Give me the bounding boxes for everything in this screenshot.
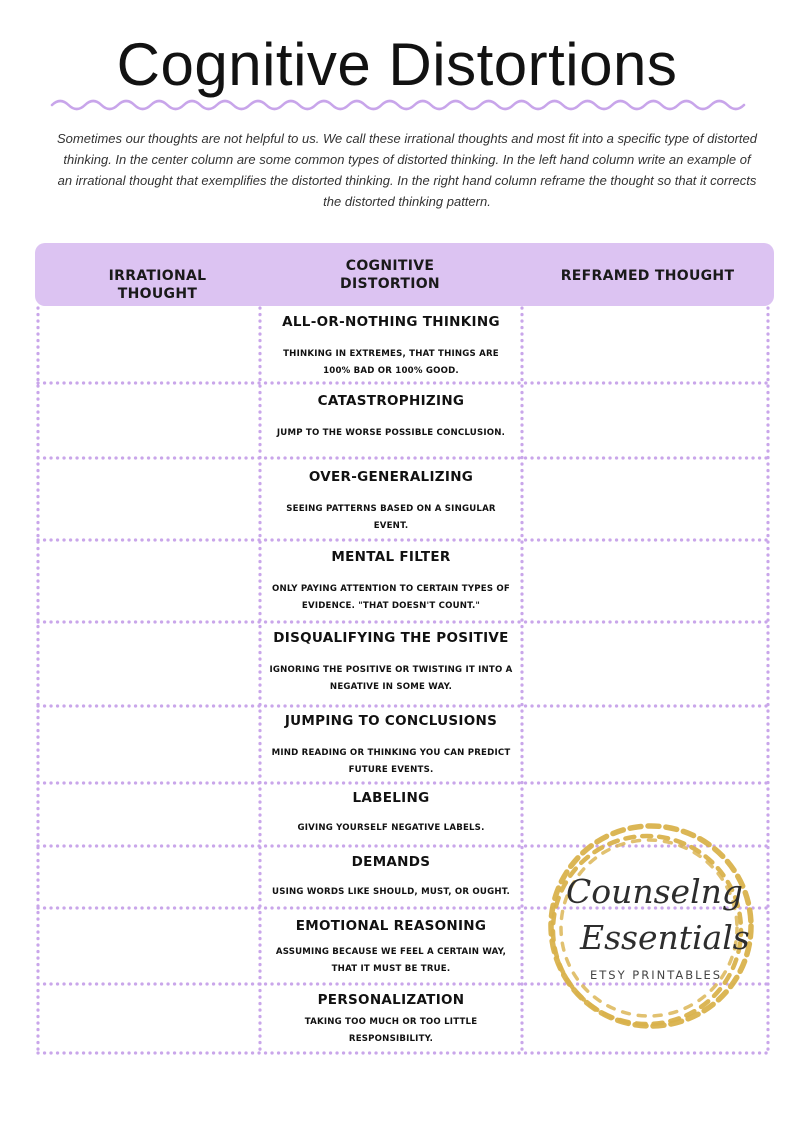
distortion-description: GIVING YOURSELF NEGATIVE LABELS. xyxy=(297,823,485,833)
distortion-name: JUMPING TO CONCLUSIONS xyxy=(284,713,498,729)
distortion-row xyxy=(262,549,520,615)
logo-text-essentials: Essentials xyxy=(580,918,750,957)
distortion-name: EMOTIONAL REASONING xyxy=(295,918,487,934)
distortion-description: USING WORDS LIKE SHOULD, MUST, OR OUGHT. xyxy=(272,887,510,897)
distortion-name: MENTAL FILTER xyxy=(331,549,451,565)
distortion-description: ONLY PAYING ATTENTION TO CERTAIN TYPES OF EVIDENCE. "THAT DOESN'T COUNT." xyxy=(272,584,510,611)
distortion-row xyxy=(262,790,520,837)
distortion-description: IGNORING THE POSITIVE OR TWISTING IT INTO A NEGATIVE IN SOME WAY. xyxy=(269,665,513,692)
distortion-row xyxy=(262,992,520,1048)
intro-paragraph: Sometimes our thoughts are not helpful to us. We call these irrational thoughts and most fit into a specific type of distorted thinking. In the center column are some common types of distorted thinking. In the left hand column write an example of an irrational thought that exemplifies the distorted thinking. In the right hand column reframe the thought so that it corrects the distorted thinking pattern. xyxy=(57,131,757,209)
distortion-name: OVER-GENERALIZING xyxy=(308,469,474,485)
distortion-row xyxy=(262,630,520,696)
logo-text-etsy-printables: ETSY PRINTABLES xyxy=(590,968,723,982)
distortion-name: DEMANDS xyxy=(351,854,431,870)
distortion-name: CATASTROPHIZING xyxy=(317,393,465,409)
distortion-row xyxy=(262,918,520,978)
header-reframed-thought: REFRAMED THOUGHT xyxy=(560,268,735,284)
distortion-description: TAKING TOO MUCH OR TOO LITTLE RESPONSIBILITY. xyxy=(304,1017,478,1044)
distortion-row xyxy=(262,469,520,535)
distortion-name: PERSONALIZATION xyxy=(317,992,465,1008)
distortion-description: THINKING IN EXTREMES, THAT THINGS ARE 100% BAD OR 100% GOOD. xyxy=(283,349,499,376)
header-cognitive-distortion: COGNITIVE DISTORTION xyxy=(340,258,440,292)
distortion-description: JUMP TO THE WORSE POSSIBLE CONCLUSION. xyxy=(276,428,506,438)
distortion-name: DISQUALIFYING THE POSITIVE xyxy=(273,630,509,646)
distortion-name: LABELING xyxy=(352,790,430,806)
distortion-description: ASSUMING BECAUSE WE FEEL A CERTAIN WAY, THAT IT MUST BE TRUE. xyxy=(275,947,507,974)
distortion-description: MIND READING OR THINKING YOU CAN PREDICT FUTURE EVENTS. xyxy=(271,748,511,775)
distortion-row xyxy=(262,713,520,779)
distortion-name: ALL-OR-NOTHING THINKING xyxy=(282,314,500,330)
distortion-description: SEEING PATTERNS BASED ON A SINGULAR EVENT. xyxy=(286,504,496,531)
distortion-row xyxy=(262,393,520,442)
page-title: Cognitive Distortions xyxy=(116,31,678,98)
logo-text-counseling: Counselng xyxy=(566,872,744,911)
header-irrational-thought: IRRATIONAL THOUGHT xyxy=(108,268,207,302)
distortion-row xyxy=(262,314,520,380)
distortion-row xyxy=(262,854,520,901)
